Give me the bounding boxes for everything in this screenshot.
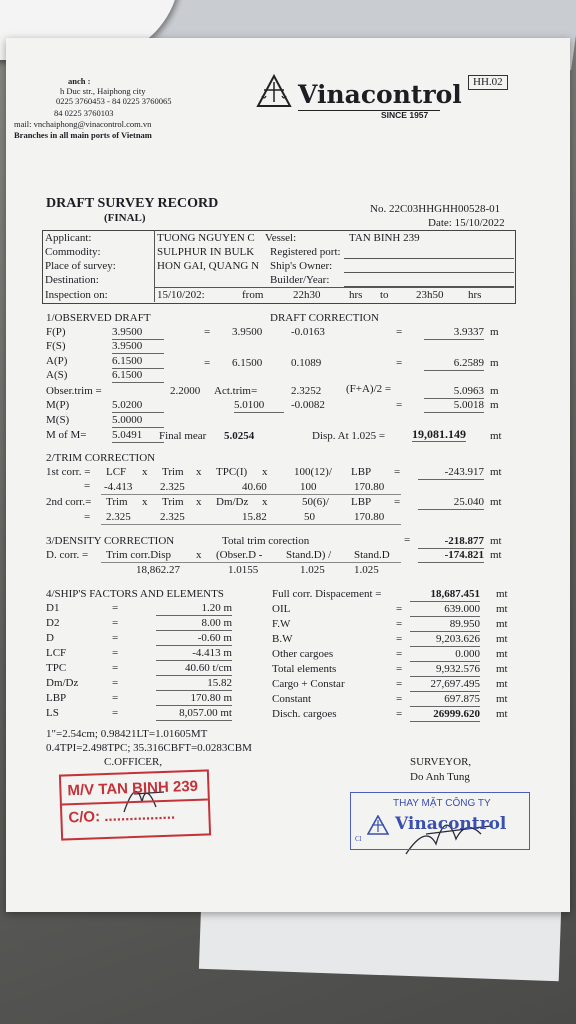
element-value: 697.875 [410, 693, 480, 707]
factor-value: 8.00 m [156, 617, 232, 631]
applicant-label: Applicant: [45, 232, 92, 244]
element-value: 639.000 [410, 603, 480, 617]
officer-label: C.OFFICER, [104, 756, 163, 768]
mp-value: 5.0200 [112, 399, 164, 413]
draft-correction-heading: DRAFT CORRECTION [270, 312, 379, 324]
document-title: DRAFT SURVEY RECORD [46, 196, 219, 211]
unit: mt [496, 618, 508, 630]
fa2-value: 5.0963 [424, 385, 484, 399]
element-value: 89.950 [410, 618, 480, 632]
formula-term: LBP [351, 466, 372, 478]
document-page: anch : h Duc str., Haiphong city 0225 3760453 - 84 0225 3760065 84 0225 3760103 mail: vnchaiphong@vinacontrol.com.vn Branches in all main ports of Vietnam Vinacontrol SINCE 1957 HH.02 DRAFT SURVEY RECORD (FINAL) No. 22C03HHGHH00528-01 Date: 15/10/2022 Applicant: Commodity: Place of survey: Destination: Inspection on: TUONG NGUYEN C SULPHUR IN BULK HON GAI, QUANG N Vessel: TAN BINH 239 Registered port: Ship's Owner: Builder/Year: 15/10/202: from 22h30 hrs to 23h50 hrs 1/OBSERVED DRAFT DRAFT CORRECTION F(P) 3.9500 = 3.9500 -0.0163 = 3.9337 m F(S) 3.9500 A(P) 6.1500 = 6.1500 0.1089 = 6.2589 m A(S) 6.1500 Obser.trim = 2.2000 Act.trim= 2.3252 (F+A)/2 = 5.0963 m M(P) 5.0200 5.0100 -0.0082 = 5.0018 m M(S) 5.0000 M of M= 5.0491 Final mear 5.0254 Disp. At 1.025 = 19,081.149 mt 2/TRIM CORRECTION 1st corr. = LCF x Trim x TPC(I) x 100(12)/ LBP = -243.917 mt = -4.413 2.325 40.60 100 170.80 2nd corr.= Trim x Trim x Dm/Dz x 50(6)/ LBP = 25.040 mt = 2.325 2.325 15.82 50 170.80 3/DENSITY CORRECTION Total trim corection = -218.877 mt D. corr. = Trim corr.Disp x (Obser.D - Stand.D) / Stand.D -174.821 mt 18,862.27 1.0155 1.025 1.025 4/SHIP'S FACTORS AND ELEMENTS 1"=2.54cm; 0.98421LT=1.01605MT 0.4TPI=2.498TPC; 35.316CBFT=0.0283CBM C.OFFICER, SURVEYOR, Do Anh Tung D1 = 1.20 m D2 = 8.00 m D = -0.60 m LCF = -4.413 m TPC = 40.60 t/cm Dm/Dz = 15.82 LBP = 170.80 m LS = 8,057.00 mt Full corr. Dispacement = 18,687.451 mt OIL = 639.000 mt F.W = 89.950 mt B.W = 9,203.626 mt Other cargoes = 0.000 mt Total elements = 9,932.576 mt Cargo + Constar = 27,697.495 mt Constant = 697.875 mt Disch. cargoes = 26999.620 mt [6, 38, 570, 912]
record-number: No. 22C03HHGHH00528-01 [370, 203, 501, 215]
formula-term: LCF [106, 466, 127, 478]
factor-label: D [46, 632, 54, 644]
total-trim-label: Total trim corection [222, 535, 310, 547]
place-value: HON GAI, QUANG N [157, 260, 260, 272]
inspection-date: 15/10/202: [157, 289, 205, 301]
formula-term: x [262, 466, 268, 478]
factor-value: 15.82 [156, 677, 232, 691]
commodity-label: Commodity: [45, 246, 101, 258]
formula-term: x [142, 496, 148, 508]
factor-value: 8,057.00 mt [156, 707, 232, 721]
vinacontrol-logo-icon [256, 74, 292, 108]
factor-label: LBP [46, 692, 67, 704]
element-label: OIL [272, 603, 291, 615]
draft-value: 3.9500 [232, 326, 263, 338]
formula-term: LBP [351, 496, 372, 508]
draft-corrected: 6.2589 [424, 357, 484, 371]
formula-value: 40.60 [242, 481, 267, 493]
element-label: Other cargoes [272, 648, 334, 660]
factors-heading: 4/SHIP'S FACTORS AND ELEMENTS [46, 588, 224, 600]
trim-correction-heading: 2/TRIM CORRECTION [46, 452, 156, 464]
equals-sign: = [396, 618, 403, 630]
surveyor-name: Do Anh Tung [410, 771, 470, 783]
formula-value: 100 [300, 481, 317, 493]
element-value: 0.000 [410, 648, 480, 662]
second-corr-label: 2nd corr.= [46, 496, 92, 508]
equals-sign: = [112, 617, 119, 629]
element-value: 9,203.626 [410, 633, 480, 647]
formula-term: Trim [162, 496, 184, 508]
unit: m [490, 357, 499, 369]
to-time: 23h50 [416, 289, 444, 301]
equals-sign: = [396, 663, 403, 675]
registered-port-label: Registered port: [270, 246, 341, 258]
unit: mt [496, 648, 508, 660]
disp-label: Disp. At 1.025 = [312, 430, 386, 442]
company-stamp [350, 792, 530, 850]
formula-value: 2.325 [160, 511, 185, 523]
unit: m [490, 399, 499, 411]
unit: mt [496, 708, 508, 720]
act-trim-label: Act.trim= [214, 385, 258, 397]
stamp-brand: Vinacontrol [395, 814, 507, 834]
inspection-label: Inspection on: [45, 289, 108, 301]
d-corr-label: D. corr. = [46, 549, 89, 561]
branch-line: mail: vnchaiphong@vinacontrol.com.vn [14, 119, 152, 129]
density-heading: 3/DENSITY CORRECTION [46, 535, 175, 547]
fa2-label: (F+A)/2 = [346, 383, 392, 395]
surveyor-label: SURVEYOR, [410, 756, 472, 768]
formula-value: 1.025 [300, 564, 325, 576]
draft-value: 6.1500 [112, 369, 164, 383]
formula-value: 1.0155 [228, 564, 259, 576]
equals-sign: = [112, 602, 119, 614]
formula-term: 100(12)/ [294, 466, 332, 478]
factor-label: Dm/Dz [46, 677, 79, 689]
element-value: 18,687.451 [410, 588, 480, 602]
formula-term: Trim corr.Disp [106, 549, 171, 561]
factor-label: D1 [46, 602, 60, 614]
ms-label: M(S) [46, 414, 70, 426]
formula-term: Trim [162, 466, 184, 478]
conversion-line-1: 1"=2.54cm; 0.98421LT=1.01605MT [46, 728, 208, 740]
element-value: 27,697.495 [410, 678, 480, 692]
formula-term: TPC(I) [216, 466, 248, 478]
unit: m [490, 326, 499, 338]
equals-sign: = [396, 648, 403, 660]
mp-value-2: 5.0100 [234, 399, 284, 413]
stamp-small-text: Cl [355, 835, 362, 843]
owner-label: Ship's Owner: [270, 260, 333, 272]
unit: mt [496, 588, 508, 600]
formula-value: 2.325 [160, 481, 185, 493]
final-mean-label: Final mear [159, 430, 207, 442]
to-label: to [380, 289, 389, 301]
stamp-co-line: C/O: ................. [68, 805, 176, 827]
unit: mt [490, 549, 502, 561]
from-time: 22h30 [293, 289, 321, 301]
branch-line: 84 0225 3760103 [54, 108, 114, 118]
brand-since: SINCE 1957 [381, 110, 429, 120]
observed-draft-heading: 1/OBSERVED DRAFT [46, 312, 151, 324]
d-corr-value: -174.821 [418, 549, 484, 563]
unit: mt [490, 496, 502, 508]
final-mean-value: 5.0254 [224, 430, 255, 442]
factor-label: LCF [46, 647, 67, 659]
equals-sign: = [396, 708, 403, 720]
unit: mt [496, 633, 508, 645]
element-label: Total elements [272, 663, 337, 675]
unit: mt [496, 663, 508, 675]
formula-term: 50(6)/ [302, 496, 329, 508]
draft-corrected: 3.9337 [424, 326, 484, 340]
factor-value: 170.80 m [156, 692, 232, 706]
hrs-label: hrs [349, 289, 363, 301]
formula-term: x [196, 549, 202, 561]
destination-label: Destination: [45, 274, 99, 286]
unit: mt [490, 466, 502, 478]
equals-sign: = [396, 693, 403, 705]
element-label: Cargo + Constar [272, 678, 345, 690]
hrs-label: hrs [468, 289, 482, 301]
total-trim-value: -218.877 [418, 535, 484, 549]
formula-term: Trim [106, 496, 128, 508]
draft-value: 6.1500 [232, 357, 263, 369]
disp-value: 19,081.149 [412, 427, 466, 441]
factor-value: 1.20 m [156, 602, 232, 616]
formula-value: 170.80 [354, 481, 385, 493]
stamp-vessel-name: M/V TAN BINH 239 [67, 777, 199, 800]
formula-term: Dm/Dz [216, 496, 249, 508]
formula-value: -4.413 [104, 481, 133, 493]
brand-name: Vinacontrol [298, 80, 462, 109]
mp-label: M(P) [46, 399, 70, 411]
form-code: HH.02 [468, 75, 508, 90]
document-subtitle: (FINAL) [104, 212, 146, 224]
place-label: Place of survey: [45, 260, 116, 272]
element-label: Disch. cargoes [272, 708, 337, 720]
formula-value: 15.82 [242, 511, 267, 523]
factor-value: 40.60 t/cm [156, 662, 232, 676]
element-label: F.W [272, 618, 291, 630]
vessel-label: Vessel: [265, 232, 297, 244]
obser-trim-label: Obser.trim = [46, 385, 102, 397]
formula-value: 50 [304, 511, 315, 523]
formula-term: (Obser.D - [216, 549, 263, 561]
formula-term: Stand.D [354, 549, 390, 561]
element-value: 26999.620 [410, 708, 480, 722]
factor-value: -0.60 m [156, 632, 232, 646]
factor-label: D2 [46, 617, 60, 629]
applicant-value: TUONG NGUYEN C [157, 232, 255, 244]
branch-line: 0225 3760453 - 84 0225 3760065 [56, 96, 172, 106]
commodity-value: SULPHUR IN BULK [157, 246, 255, 258]
equals-sign: = [112, 692, 119, 704]
draft-label: F(P) [46, 326, 66, 338]
unit: mt [496, 603, 508, 615]
obser-trim-value: 2.2000 [170, 385, 201, 397]
act-trim-value: 2.3252 [291, 385, 322, 397]
equals-sign: = [112, 707, 119, 719]
equals-sign: = [112, 647, 119, 659]
second-corr-value: 25.040 [418, 496, 484, 510]
formula-term: x [262, 496, 268, 508]
first-corr-label: 1st corr. = [46, 466, 91, 478]
element-value: 9,932.576 [410, 663, 480, 677]
mofm-value: 5.0491 [112, 429, 164, 443]
formula-term: Stand.D) / [286, 549, 332, 561]
draft-value: 3.9500 [112, 340, 164, 354]
factor-value: -4.413 m [156, 647, 232, 661]
stamp-logo-icon [367, 815, 389, 835]
unit: mt [490, 535, 502, 547]
formula-value: 170.80 [354, 511, 385, 523]
formula-term: x [196, 466, 202, 478]
builder-label: Builder/Year: [270, 274, 330, 286]
mofm-label: M of M= [46, 429, 87, 441]
ms-value: 5.0000 [112, 414, 164, 428]
equals-sign: = [396, 678, 403, 690]
element-label: Constant [272, 693, 312, 705]
from-label: from [242, 289, 264, 301]
draft-correction: -0.0163 [291, 326, 325, 338]
vessel-value: TAN BINH 239 [349, 232, 420, 244]
equals-sign: = [396, 603, 403, 615]
factor-label: LS [46, 707, 59, 719]
formula-term: = [394, 496, 401, 508]
unit: m [490, 385, 499, 397]
unit: mt [490, 430, 502, 442]
formula-term: x [196, 496, 202, 508]
equals-sign: = [396, 633, 403, 645]
formula-value: 18,862.27 [136, 564, 180, 576]
equals-sign: = [112, 677, 119, 689]
draft-value: 6.1500 [112, 355, 164, 369]
vessel-stamp [59, 769, 211, 840]
equals-sign: = [112, 632, 119, 644]
branch-line: anch : [68, 76, 91, 86]
equals-sign: = [112, 662, 119, 674]
mp-corrected: 5.0018 [424, 399, 484, 413]
stamp-company-line: THAY MẶT CÔNG TY [393, 798, 491, 809]
draft-correction: 0.1089 [291, 357, 322, 369]
unit: mt [496, 678, 508, 690]
element-label: B.W [272, 633, 293, 645]
draft-label: A(S) [46, 369, 68, 381]
formula-term: = [394, 466, 401, 478]
conversion-line-2: 0.4TPI=2.498TPC; 35.316CBFT=0.0283CBM [46, 742, 252, 754]
first-corr-value: -243.917 [418, 466, 484, 480]
branch-line: Branches in all main ports of Vietnam [14, 130, 152, 140]
branch-line: h Duc str., Haiphong city [60, 86, 146, 96]
formula-term: x [142, 466, 148, 478]
factor-label: TPC [46, 662, 67, 674]
mp-correction: -0.0082 [291, 399, 325, 411]
formula-value: 2.325 [106, 511, 131, 523]
draft-value: 3.9500 [112, 326, 164, 340]
draft-label: F(S) [46, 340, 66, 352]
record-date: Date: 15/10/2022 [428, 217, 505, 229]
element-label: Full corr. Dispacement = [272, 588, 382, 600]
formula-value: = [84, 511, 91, 523]
formula-value: 1.025 [354, 564, 379, 576]
draft-label: A(P) [46, 355, 68, 367]
unit: mt [496, 693, 508, 705]
